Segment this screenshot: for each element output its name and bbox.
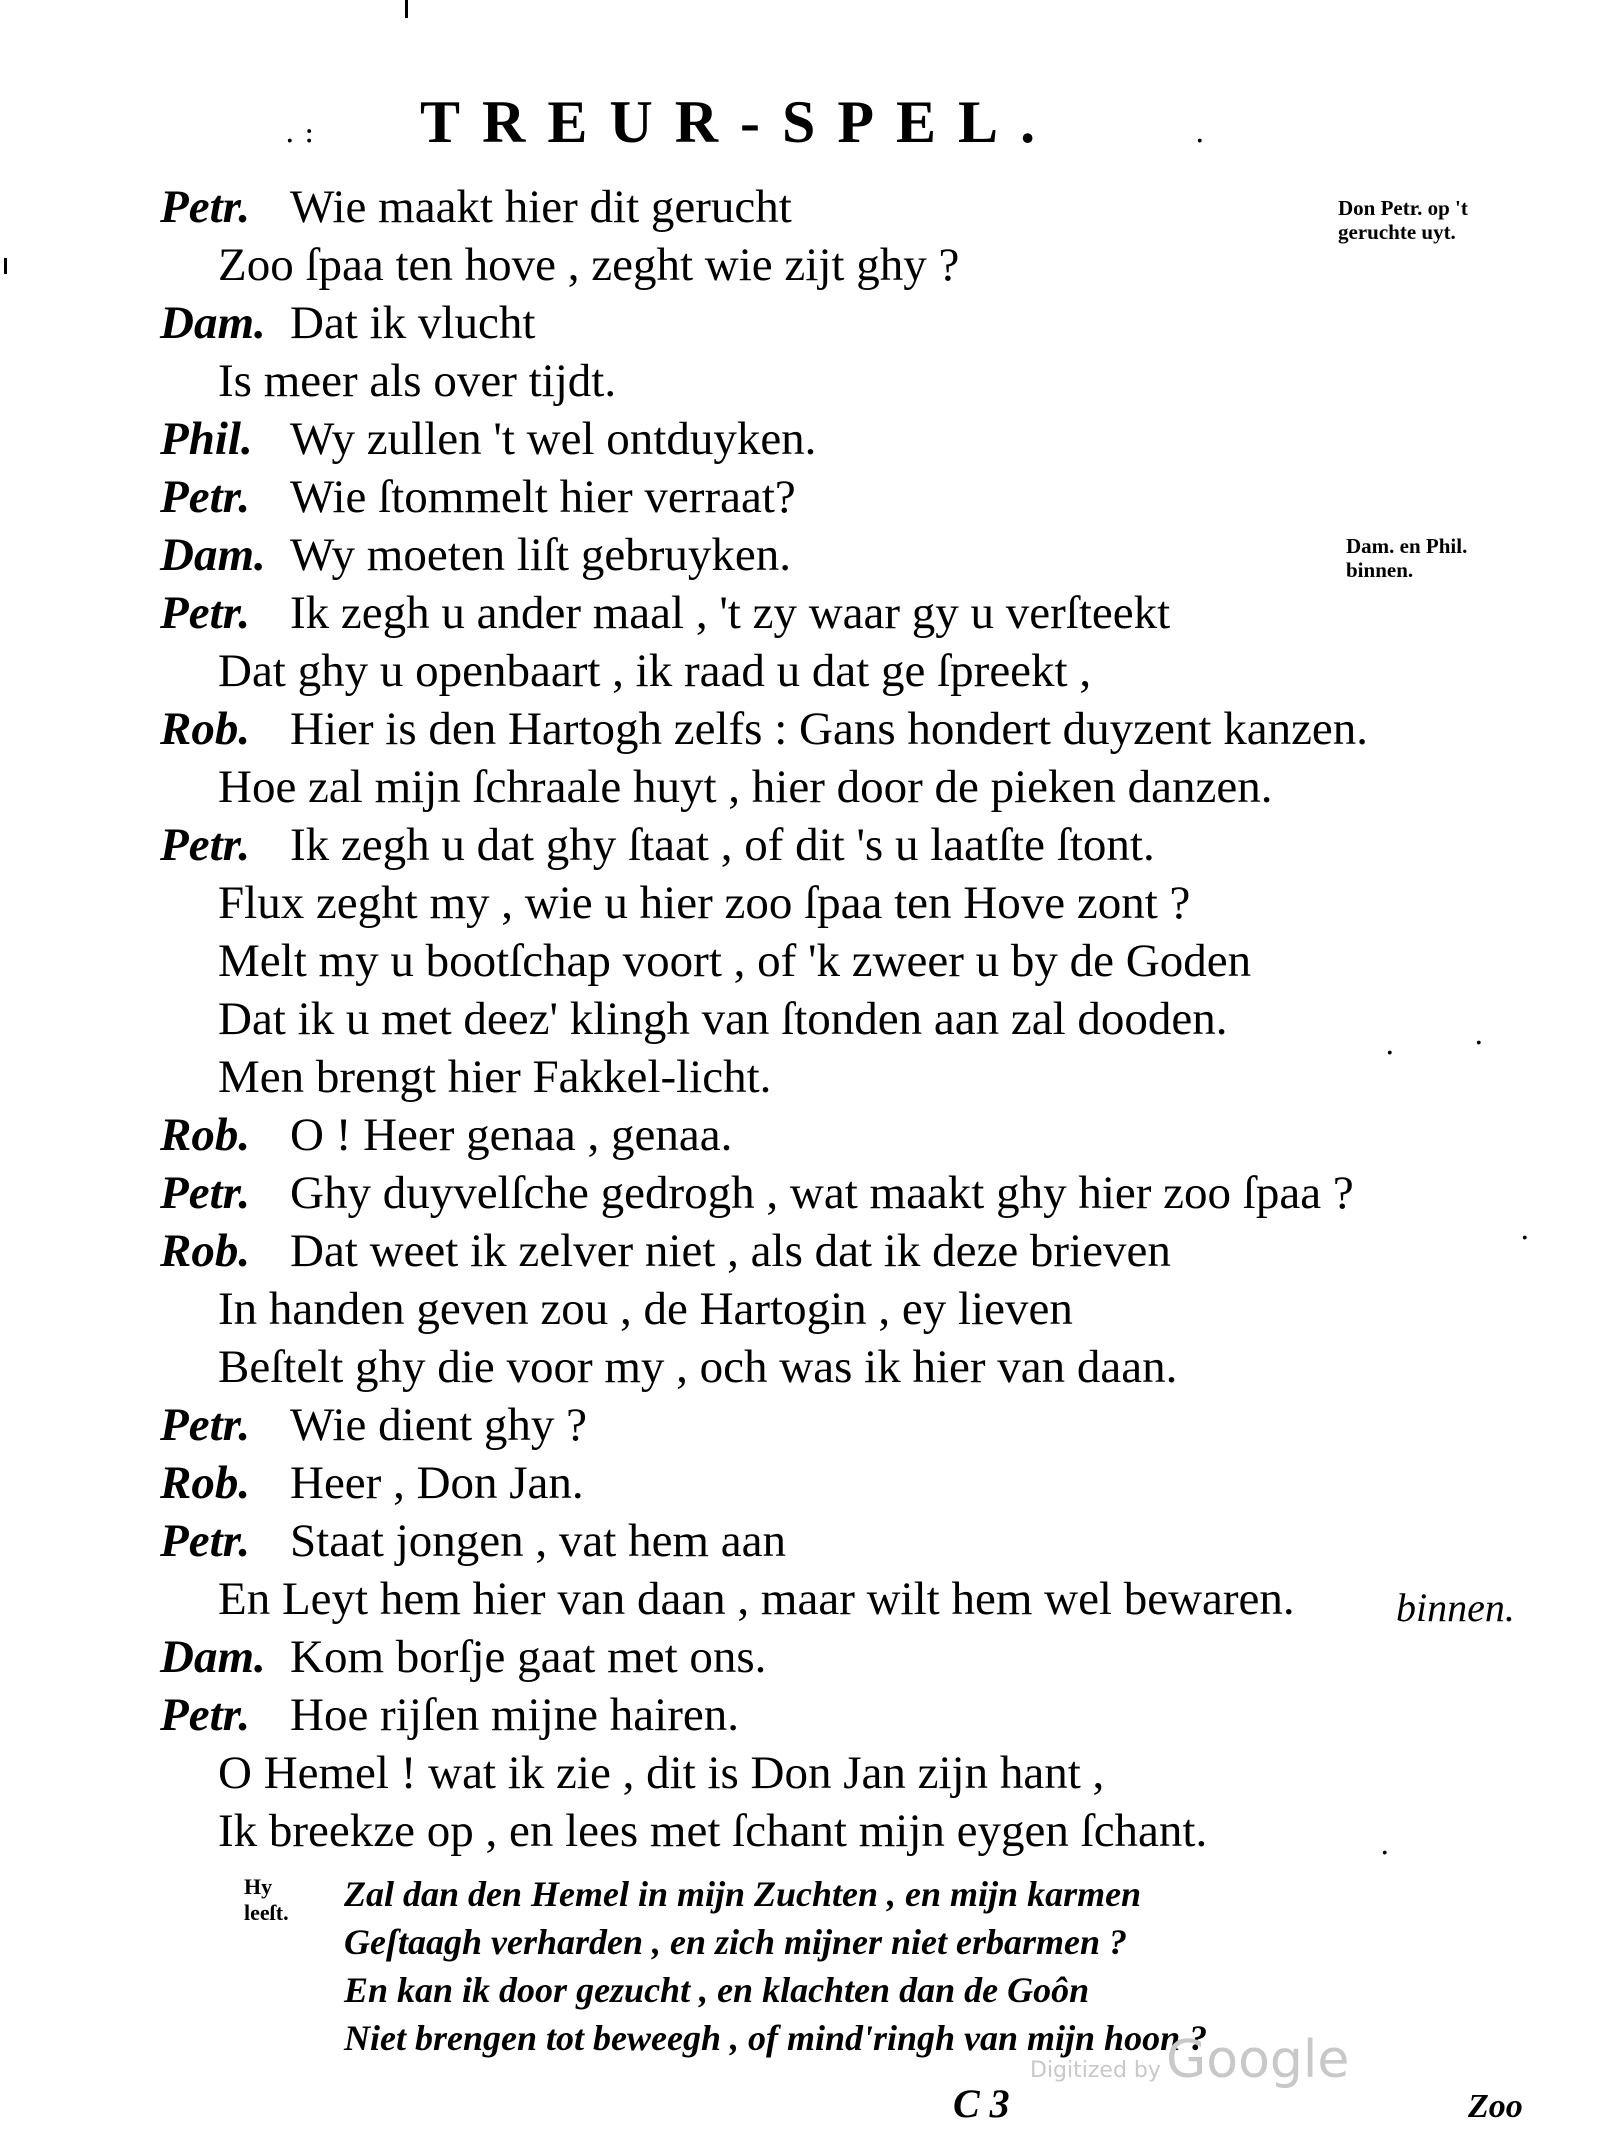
- speaker-name: Rob.: [160, 1457, 251, 1509]
- stray-dot: .: [1380, 1827, 1390, 1862]
- verse-line: [0, 1686, 1612, 1744]
- speech-text: Hoe rijſen mijne hairen.: [290, 1689, 739, 1741]
- verse-line: [0, 1338, 1612, 1396]
- speaker-name: Petr.: [160, 181, 251, 233]
- speech-text: Wie maakt hier dit gerucht: [290, 181, 792, 233]
- speech-text: Zoo ſpaa ten hove , zeght wie zijt ghy ?: [218, 239, 960, 291]
- verse-line: [0, 1570, 1612, 1628]
- speech-text: Dat ik u met deez' klingh van ſtonden aan zal dooden.: [218, 993, 1228, 1045]
- speech-text: Wy zullen 't wel ontduyken.: [290, 413, 817, 465]
- speaker-name: Petr.: [160, 1399, 251, 1451]
- speech-text: En Leyt hem hier van daan , maar wilt hem wel bewaren.: [218, 1573, 1295, 1625]
- running-title: TREUR-SPEL.: [420, 89, 1058, 155]
- speech-text: Kom borſje gaat met ons.: [290, 1631, 767, 1683]
- speech-text: Wie ſtommelt hier verraat?: [290, 471, 796, 523]
- stray-dot: .: [1385, 1027, 1395, 1062]
- verse-line: [0, 1106, 1612, 1164]
- speaker-name: Petr.: [160, 471, 251, 523]
- stage-direction-line: geruchte uyt.: [1338, 220, 1456, 244]
- speech-text: Dat ghy u openbaart , ik raad u dat ge ſpreekt ,: [218, 645, 1092, 697]
- verse-line: [0, 642, 1612, 700]
- speech-text: Men brengt hier Fakkel-licht.: [218, 1051, 772, 1103]
- verse-line: [0, 816, 1612, 874]
- watermark-small-text: Digitized by: [1030, 2058, 1161, 2083]
- stage-direction-line: Don Petr. op 't: [1338, 196, 1468, 220]
- verse-line: [0, 352, 1612, 410]
- speech-text: Wy moeten liſt gebruyken.: [290, 529, 791, 581]
- header-dots-left: . :: [285, 115, 315, 150]
- speech-text: Is meer als over tijdt.: [218, 355, 617, 407]
- letter-line: Zal dan den Hemel in mijn Zuchten , en mijn karmen: [344, 1874, 1142, 1914]
- top-edge-mark: [405, 0, 408, 18]
- speech-text: Hier is den Hartogh zelfs : Gans hondert duyzent kanzen.: [290, 703, 1369, 755]
- catchword: Zoo: [1468, 2088, 1523, 2125]
- verse-line: [0, 1454, 1612, 1512]
- verse-note-line: Hy: [244, 1874, 273, 1899]
- letter-line: Geſtaagh verharden , en zich mijner niet erbarmen ?: [344, 1922, 1128, 1962]
- speech-text: Beſtelt ghy die voor my , och was ik hier van daan.: [218, 1341, 1178, 1393]
- verse-line: [0, 1164, 1612, 1222]
- stray-dot: .: [1474, 1017, 1484, 1052]
- speech-text: Dat ik vlucht: [290, 297, 536, 349]
- speaker-name: Rob.: [160, 1225, 251, 1277]
- speech-text: Ik zegh u dat ghy ſtaat , of dit 's u laatſte ſtont.: [290, 819, 1155, 871]
- speech-text: O Hemel ! wat ik zie , dit is Don Jan zijn hant ,: [218, 1747, 1105, 1799]
- verse-line: [0, 1512, 1612, 1570]
- verse-line: [0, 410, 1612, 468]
- speaker-name: Petr.: [160, 1167, 251, 1219]
- letter-line: Niet brengen tot beweegh , of mind'ringh van mijn hoon ?: [344, 2018, 1208, 2058]
- speaker-name: Phil.: [160, 413, 253, 465]
- verse-line: [0, 1802, 1612, 1860]
- stage-direction-line: Dam. en Phil.: [1346, 534, 1468, 558]
- verse-line: [0, 468, 1612, 526]
- speaker-name: Dam.: [160, 529, 266, 581]
- speech-text: Ik breekze op , en lees met ſchant mijn eygen ſchant.: [218, 1805, 1208, 1857]
- speech-text: Ik zegh u ander maal , 't zy waar gy u verſteekt: [290, 587, 1171, 639]
- verse-line: [0, 294, 1612, 352]
- signature-mark: C 3: [953, 2081, 1010, 2126]
- speech-text: Melt my u bootſchap voort , of 'k zweer u by de Goden: [218, 935, 1252, 987]
- verse-line: [0, 990, 1612, 1052]
- stage-direction-binnen: binnen.: [1396, 1585, 1515, 1630]
- stage-direction-dam-phil: [1346, 534, 1467, 582]
- watermark-big-text: Google: [1166, 2030, 1350, 2090]
- speech-text: In handen geven zou , de Hartogin , ey lieven: [218, 1283, 1073, 1335]
- speaker-name: Dam.: [160, 1631, 266, 1683]
- header-dots-right: .: [1195, 115, 1205, 150]
- verse-line: [0, 700, 1612, 758]
- verse-note-line: leeſt.: [244, 1900, 289, 1925]
- speaker-name: Petr.: [160, 587, 251, 639]
- verse-line: [0, 236, 1612, 294]
- verse-line: [0, 1744, 1612, 1802]
- speech-text: O ! Heer genaa , genaa.: [290, 1109, 733, 1161]
- speech-text: Hoe zal mijn ſchraale huyt , hier door de pieken danzen.: [218, 761, 1273, 813]
- speaker-name: Petr.: [160, 1689, 251, 1741]
- speaker-name: Rob.: [160, 703, 251, 755]
- verse-line: [0, 1396, 1612, 1454]
- speech-text: Flux zeght my , wie u hier zoo ſpaa ten Hove zont ?: [218, 877, 1191, 929]
- stage-direction-line: binnen.: [1346, 558, 1414, 582]
- verse-line: [0, 874, 1612, 932]
- digitized-watermark: [1030, 2030, 1349, 2090]
- verse-line: [0, 584, 1612, 642]
- verse-line: [0, 932, 1612, 990]
- letter-line: En kan ik door gezucht , en klachten dan de Goôn: [344, 1970, 1090, 2010]
- verse-line: [0, 1280, 1612, 1338]
- verse-line: [0, 1628, 1612, 1686]
- speaker-name: Dam.: [160, 297, 266, 349]
- verse-line: [0, 1048, 1612, 1106]
- speech-text: Dat weet ik zelver niet , als dat ik deze brieven: [290, 1225, 1171, 1277]
- verse-side-note: [244, 1874, 314, 1926]
- verse-line: [0, 758, 1612, 816]
- speech-text: Wie dient ghy ?: [290, 1399, 587, 1451]
- stage-direction-don-petr: [1338, 196, 1468, 244]
- speaker-name: Rob.: [160, 1109, 251, 1161]
- speech-text: Staat jongen , vat hem aan: [290, 1515, 786, 1567]
- speech-text: Ghy duyvelſche gedrogh , wat maakt ghy hier zoo ſpaa ?: [290, 1167, 1354, 1219]
- stray-dot: .: [1520, 1212, 1530, 1247]
- speech-text: Heer , Don Jan.: [290, 1457, 584, 1509]
- verse-line: [0, 1222, 1612, 1280]
- speaker-name: Petr.: [160, 1515, 251, 1567]
- speaker-name: Petr.: [160, 819, 251, 871]
